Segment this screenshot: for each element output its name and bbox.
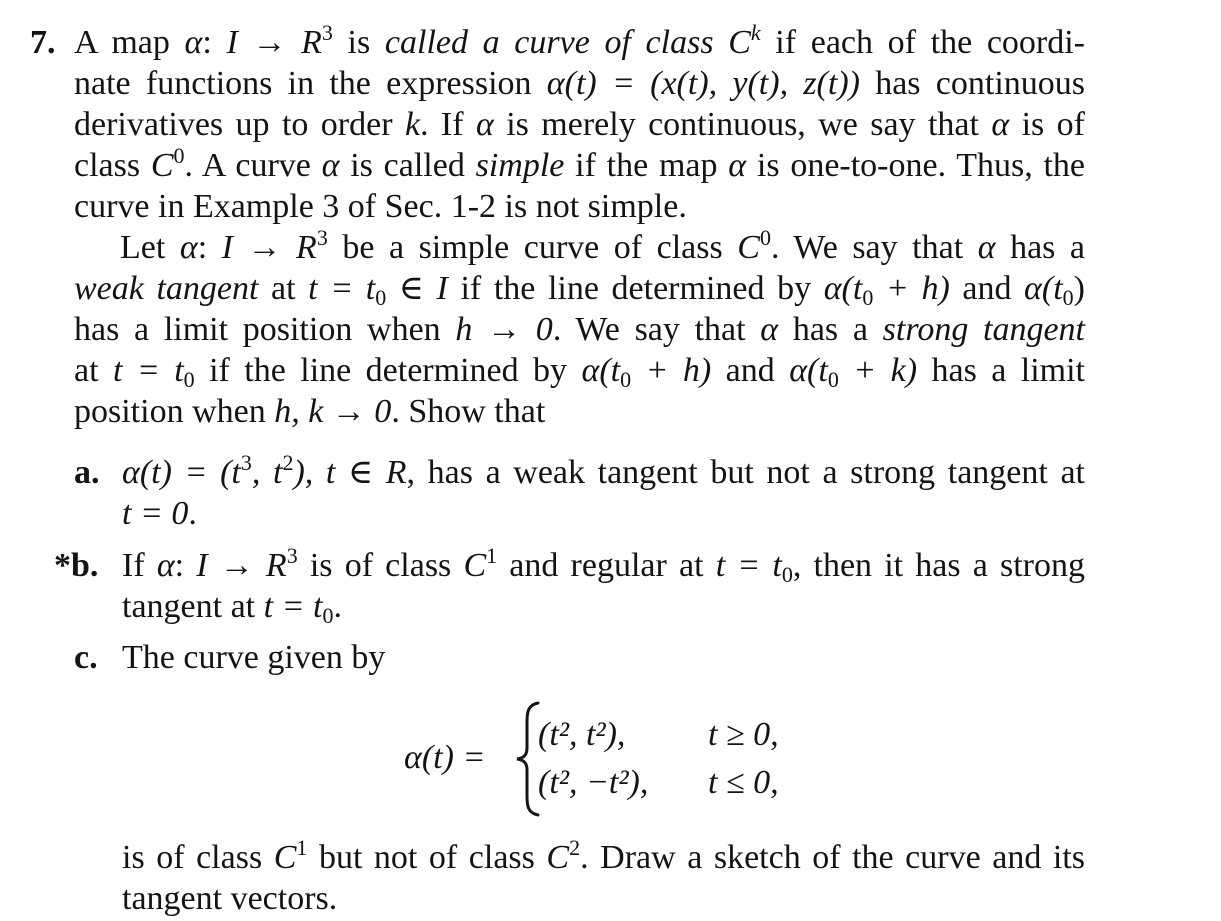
para2-line-5: position when h, k → 0. Show that bbox=[74, 393, 546, 430]
tangent-definition-paragraph bbox=[74, 227, 1085, 432]
item-c-line-1: The curve given by bbox=[122, 639, 386, 676]
case-2-value: (t², −t²), bbox=[538, 764, 649, 801]
defined-term-simple: simple bbox=[475, 147, 565, 184]
problem-number: 7. bbox=[30, 24, 56, 61]
item-b-line-1: If α: $I \to R^3$ is of class $C^1$ and regular at $t = t_0$, then it has a strong bbox=[122, 543, 1086, 587]
item-b-line-2: tangent at $t = t_0$. bbox=[122, 588, 342, 628]
case-1-value: (t², t²), bbox=[538, 716, 626, 753]
item-c-label: c. bbox=[74, 639, 98, 676]
para2-line-4: at $t = t_0$ if the line determined by $\alpha(t_0 + h)$ and $\alpha(t_0 + k)$ has a limit bbox=[74, 352, 1085, 392]
intro-line-3: derivatives up to order k. If α is merely continuous, we say that α is of bbox=[74, 106, 1085, 143]
equation-lhs: α(t) = bbox=[404, 739, 486, 776]
para2-line-2: weak tangent at $t = t_0$ ∈ I if the line determined by $\alpha(t_0 + h)$ and $\alpha(t_0)$ bbox=[74, 270, 1085, 310]
item-c-conclusion bbox=[122, 837, 1085, 919]
item-b bbox=[122, 545, 1085, 627]
alpha-expression: α(t) = (x(t), y(t), z(t)) bbox=[546, 65, 860, 102]
item-a-label: a. bbox=[74, 454, 100, 491]
para2-line-3: has a limit position when h → 0. We say that α has a strong tangent bbox=[74, 311, 1086, 348]
defined-term-strong-tangent: strong tangent bbox=[882, 311, 1086, 348]
problem-intro-paragraph bbox=[74, 22, 1085, 227]
item-b-label: *b. bbox=[54, 547, 99, 584]
intro-line-5: curve in Example 3 of Sec. 1-2 is not simple. bbox=[74, 188, 687, 225]
item-a bbox=[122, 452, 1085, 534]
closing-line-2: tangent vectors. bbox=[122, 880, 338, 917]
case-1-condition: t ≥ 0, bbox=[708, 716, 779, 753]
intro-line-4: class $C^0$. A curve α is called simple if the map α is one-to-one. Thus, the bbox=[74, 143, 1086, 184]
defined-term-curve-of-class: called a curve of class bbox=[384, 24, 729, 61]
case-2-condition: t ≤ 0, bbox=[708, 764, 779, 801]
intro-line-2: nate functions in the expression α(t) = (x(t), y(t), z(t)) has continuous bbox=[74, 65, 1085, 102]
item-c bbox=[122, 637, 1085, 678]
closing-line-1: is of class $C^1$ but not of class $C^2$. Draw a sketch of the curve and its bbox=[122, 835, 1085, 876]
item-a-line-2: t = 0. bbox=[122, 495, 197, 532]
item-a-line-1: $\alpha(t) = (t^3$, $t^2$), t ∈ R, has a weak tangent but not a strong tangent at bbox=[122, 450, 1085, 491]
defined-term-weak-tangent: weak tangent bbox=[74, 270, 259, 307]
para2-line-1: Let α: $I \to R^3$ be a simple curve of class $C^0$. We say that α has a bbox=[120, 225, 1086, 266]
intro-line-1: A map α: $I \to R^3$ is called a curve of class $C^k$ if each of the coordi- bbox=[74, 20, 1086, 61]
